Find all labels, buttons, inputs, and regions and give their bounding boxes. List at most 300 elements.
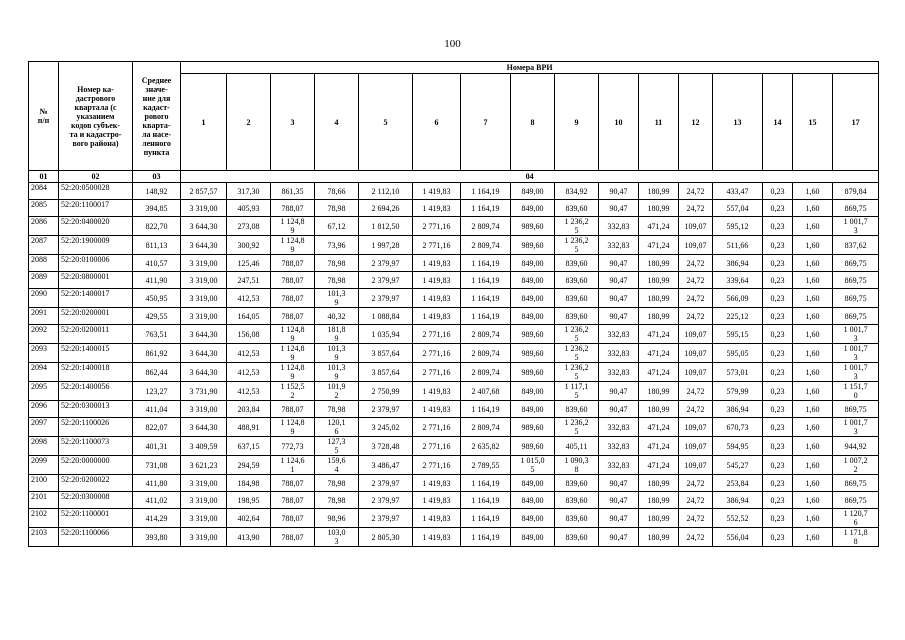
vri-value: 198,95 <box>227 492 271 509</box>
vri-value: 566,09 <box>713 289 763 308</box>
vri-value: 471,24 <box>639 325 679 344</box>
vri-value: 412,53 <box>227 363 271 382</box>
table-row <box>29 509 879 528</box>
vri-value: 90,47 <box>599 401 639 418</box>
vri-value: 184,98 <box>227 475 271 492</box>
vri-value: 849,00 <box>511 528 555 547</box>
table-row <box>29 255 879 272</box>
vri-value: 3 644,30 <box>181 236 227 255</box>
vri-value: 24,72 <box>679 183 713 200</box>
row-number: 2094 <box>29 363 59 382</box>
vri-value: 78,98 <box>315 401 359 418</box>
vri-value: 3 319,00 <box>181 308 227 325</box>
row-number: 2100 <box>29 475 59 492</box>
vri-value: 332,83 <box>599 363 639 382</box>
vri-value: 0,23 <box>763 236 793 255</box>
vri-value: 332,83 <box>599 418 639 437</box>
header-avg-label: Среднее значе- ние для кадаст- рового кварта- ла насе- ленного пункта <box>141 75 172 157</box>
table-row <box>29 418 879 437</box>
vri-value: 1 120,7 6 <box>833 509 879 528</box>
cadastral-number: 52:20:1100066 <box>59 528 133 547</box>
vri-value: 545,27 <box>713 456 763 475</box>
cadastral-number: 52:20:0400020 <box>59 217 133 236</box>
vri-value: 2 809,74 <box>461 418 511 437</box>
table-row <box>29 437 879 456</box>
cadastral-number: 52:20:0000000 <box>59 456 133 475</box>
vri-value: 989,60 <box>511 236 555 255</box>
vri-value: 0,23 <box>763 401 793 418</box>
vri-value: 471,24 <box>639 418 679 437</box>
vri-value: 1,60 <box>793 183 833 200</box>
vri-value: 1,60 <box>793 217 833 236</box>
vri-value: 0,23 <box>763 437 793 456</box>
cadastral-number: 52:20:1900009 <box>59 236 133 255</box>
row-number: 2093 <box>29 344 59 363</box>
vri-value: 225,12 <box>713 308 763 325</box>
table-row <box>29 272 879 289</box>
vri-value: 412,53 <box>227 382 271 401</box>
vri-value: 1 164,19 <box>461 528 511 547</box>
vri-value: 3 319,00 <box>181 509 227 528</box>
table-row <box>29 528 879 547</box>
table-row <box>29 363 879 382</box>
cadastral-number: 52:20:0500028 <box>59 183 133 200</box>
vri-value: 127,3 5 <box>315 437 359 456</box>
vri-value: 101,3 9 <box>315 363 359 382</box>
cadastral-number: 52:20:1100026 <box>59 418 133 437</box>
header-vri-col: 12 <box>679 74 713 171</box>
avg-value: 763,51 <box>133 325 181 344</box>
vri-value: 1 236,2 5 <box>555 217 599 236</box>
vri-value: 181,8 9 <box>315 325 359 344</box>
vri-value: 849,00 <box>511 509 555 528</box>
vri-value: 317,30 <box>227 183 271 200</box>
cadastral-number: 52:20:1100001 <box>59 509 133 528</box>
vri-value: 1 001,7 3 <box>833 325 879 344</box>
avg-value: 394,85 <box>133 200 181 217</box>
vri-value: 180,99 <box>639 509 679 528</box>
vri-value: 90,47 <box>599 475 639 492</box>
vri-value: 869,75 <box>833 401 879 418</box>
vri-value: 839,60 <box>555 200 599 217</box>
vri-value: 839,60 <box>555 255 599 272</box>
avg-value: 862,44 <box>133 363 181 382</box>
vri-value: 159,6 4 <box>315 456 359 475</box>
vri-value: 24,72 <box>679 289 713 308</box>
vri-value: 247,51 <box>227 272 271 289</box>
vri-value: 125,46 <box>227 255 271 272</box>
vri-value: 2 809,74 <box>461 363 511 382</box>
vri-value: 412,53 <box>227 289 271 308</box>
vri-value: 637,15 <box>227 437 271 456</box>
vri-value: 24,72 <box>679 382 713 401</box>
vri-value: 1 419,83 <box>413 308 461 325</box>
vri-table-wrapper <box>28 61 878 547</box>
vri-value: 339,64 <box>713 272 763 289</box>
vri-value: 180,99 <box>639 308 679 325</box>
vri-value: 332,83 <box>599 325 639 344</box>
row-number: 2102 <box>29 509 59 528</box>
vri-value: 471,24 <box>639 217 679 236</box>
vri-value: 24,72 <box>679 308 713 325</box>
vri-value: 0,23 <box>763 272 793 289</box>
cadastral-number: 52:20:0300013 <box>59 401 133 418</box>
vri-value: 837,62 <box>833 236 879 255</box>
header-vri-col: 6 <box>413 74 461 171</box>
row-number: 2097 <box>29 418 59 437</box>
vri-value: 1,60 <box>793 363 833 382</box>
vri-value: 869,75 <box>833 289 879 308</box>
vri-value: 109,07 <box>679 236 713 255</box>
vri-value: 2 771,16 <box>413 363 461 382</box>
vri-value: 0,23 <box>763 200 793 217</box>
vri-value: 3 731,90 <box>181 382 227 401</box>
vri-value: 180,99 <box>639 200 679 217</box>
avg-value: 822,70 <box>133 217 181 236</box>
code-03: 03 <box>133 171 181 183</box>
vri-value: 1 124,8 9 <box>271 217 315 236</box>
header-num <box>29 62 59 171</box>
vri-value: 595,15 <box>713 325 763 344</box>
vri-value: 1 236,2 5 <box>555 344 599 363</box>
vri-value: 989,60 <box>511 363 555 382</box>
vri-value: 0,23 <box>763 344 793 363</box>
vri-value: 0,23 <box>763 418 793 437</box>
vri-value: 839,60 <box>555 272 599 289</box>
vri-value: 24,72 <box>679 200 713 217</box>
header-vri-col: 3 <box>271 74 315 171</box>
avg-value: 148,92 <box>133 183 181 200</box>
vri-value: 78,98 <box>315 200 359 217</box>
vri-value: 834,92 <box>555 183 599 200</box>
vri-value: 1 001,7 3 <box>833 363 879 382</box>
vri-value: 332,83 <box>599 437 639 456</box>
vri-value: 90,47 <box>599 272 639 289</box>
vri-value: 2 771,16 <box>413 325 461 344</box>
vri-value: 90,47 <box>599 183 639 200</box>
vri-value: 180,99 <box>639 475 679 492</box>
vri-value: 0,23 <box>763 492 793 509</box>
vri-value: 989,60 <box>511 437 555 456</box>
vri-value: 294,59 <box>227 456 271 475</box>
vri-value: 0,23 <box>763 308 793 325</box>
vri-value: 405,11 <box>555 437 599 456</box>
vri-value: 1 124,8 9 <box>271 236 315 255</box>
row-number: 2089 <box>29 272 59 289</box>
vri-value: 203,84 <box>227 401 271 418</box>
vri-value: 1 007,2 2 <box>833 456 879 475</box>
row-number: 2098 <box>29 437 59 456</box>
vri-value: 1 419,83 <box>413 401 461 418</box>
vri-value: 2 379,97 <box>359 475 413 492</box>
cadastral-number: 52:20:1100073 <box>59 437 133 456</box>
avg-value: 450,95 <box>133 289 181 308</box>
vri-value: 1,60 <box>793 492 833 509</box>
vri-value: 3 319,00 <box>181 492 227 509</box>
vri-value: 3 486,47 <box>359 456 413 475</box>
vri-value: 78,98 <box>315 475 359 492</box>
vri-value: 2 809,74 <box>461 236 511 255</box>
table-row <box>29 183 879 200</box>
vri-value: 1,60 <box>793 289 833 308</box>
vri-value: 413,90 <box>227 528 271 547</box>
vri-value: 0,23 <box>763 289 793 308</box>
vri-value: 879,84 <box>833 183 879 200</box>
vri-value: 109,07 <box>679 363 713 382</box>
cadastral-number: 52:20:0200011 <box>59 325 133 344</box>
header-vri-title: Номера ВРИ <box>181 62 879 74</box>
header-vri-col: 13 <box>713 74 763 171</box>
vri-value: 1 236,2 5 <box>555 418 599 437</box>
vri-value: 595,12 <box>713 217 763 236</box>
vri-value: 180,99 <box>639 183 679 200</box>
vri-value: 1 419,83 <box>413 200 461 217</box>
vri-value: 788,07 <box>271 272 315 289</box>
vri-value: 3 319,00 <box>181 289 227 308</box>
cadastral-number: 52:20:0100006 <box>59 255 133 272</box>
cadastral-number: 52:20:1100017 <box>59 200 133 217</box>
vri-value: 2 379,97 <box>359 255 413 272</box>
vri-value: 594,95 <box>713 437 763 456</box>
table-row <box>29 200 879 217</box>
header-vri-col: 5 <box>359 74 413 171</box>
vri-value: 471,24 <box>639 437 679 456</box>
vri-value: 1,60 <box>793 418 833 437</box>
vri-value: 0,23 <box>763 255 793 272</box>
vri-value: 788,07 <box>271 200 315 217</box>
vri-value: 861,35 <box>271 183 315 200</box>
cadastral-number: 52:20:0200022 <box>59 475 133 492</box>
row-number: 2099 <box>29 456 59 475</box>
vri-value: 24,72 <box>679 475 713 492</box>
vri-value: 552,52 <box>713 509 763 528</box>
vri-value: 839,60 <box>555 289 599 308</box>
vri-value: 1,60 <box>793 475 833 492</box>
vri-value: 3 644,30 <box>181 344 227 363</box>
vri-value: 1 124,8 9 <box>271 325 315 344</box>
vri-value: 1 117,1 5 <box>555 382 599 401</box>
header-vri-col: 8 <box>511 74 555 171</box>
avg-value: 393,80 <box>133 528 181 547</box>
vri-value: 670,73 <box>713 418 763 437</box>
vri-value: 788,07 <box>271 492 315 509</box>
header-codes-row <box>29 171 879 183</box>
vri-value: 788,07 <box>271 475 315 492</box>
vri-value: 180,99 <box>639 401 679 418</box>
header-vri-col: 2 <box>227 74 271 171</box>
vri-value: 1 164,19 <box>461 183 511 200</box>
vri-value: 101,3 9 <box>315 344 359 363</box>
vri-value: 90,47 <box>599 492 639 509</box>
vri-value: 0,23 <box>763 217 793 236</box>
vri-value: 0,23 <box>763 456 793 475</box>
vri-value: 944,92 <box>833 437 879 456</box>
vri-value: 2 857,57 <box>181 183 227 200</box>
vri-value: 471,24 <box>639 363 679 382</box>
row-number: 2084 <box>29 183 59 200</box>
vri-value: 869,75 <box>833 255 879 272</box>
vri-value: 1 419,83 <box>413 255 461 272</box>
vri-value: 73,96 <box>315 236 359 255</box>
avg-value: 410,57 <box>133 255 181 272</box>
vri-value: 2 809,74 <box>461 325 511 344</box>
avg-value: 811,13 <box>133 236 181 255</box>
table-row <box>29 325 879 344</box>
vri-value: 2 771,16 <box>413 418 461 437</box>
vri-value: 2 771,16 <box>413 344 461 363</box>
vri-value: 1 124,6 1 <box>271 456 315 475</box>
vri-value: 402,64 <box>227 509 271 528</box>
vri-value: 90,47 <box>599 528 639 547</box>
vri-value: 1 164,19 <box>461 509 511 528</box>
table-row <box>29 236 879 255</box>
vri-value: 1,60 <box>793 382 833 401</box>
vri-value: 0,23 <box>763 183 793 200</box>
header-vri-col: 11 <box>639 74 679 171</box>
vri-value: 180,99 <box>639 272 679 289</box>
vri-value: 24,72 <box>679 272 713 289</box>
vri-value: 24,72 <box>679 509 713 528</box>
row-number: 2101 <box>29 492 59 509</box>
vri-value: 109,07 <box>679 325 713 344</box>
vri-value: 849,00 <box>511 183 555 200</box>
vri-value: 849,00 <box>511 308 555 325</box>
avg-value: 822,07 <box>133 418 181 437</box>
vri-value: 98,96 <box>315 509 359 528</box>
vri-value: 332,83 <box>599 456 639 475</box>
vri-value: 3 319,00 <box>181 200 227 217</box>
row-number: 2092 <box>29 325 59 344</box>
vri-value: 1 419,83 <box>413 272 461 289</box>
avg-value: 411,04 <box>133 401 181 418</box>
vri-value: 1 124,8 9 <box>271 418 315 437</box>
vri-value: 2 771,16 <box>413 236 461 255</box>
vri-value: 90,47 <box>599 289 639 308</box>
vri-value: 511,66 <box>713 236 763 255</box>
vri-value: 1 236,2 5 <box>555 363 599 382</box>
cadastral-number: 52:20:0200001 <box>59 308 133 325</box>
vri-value: 24,72 <box>679 492 713 509</box>
vri-value: 332,83 <box>599 344 639 363</box>
vri-value: 2 805,30 <box>359 528 413 547</box>
vri-value: 24,72 <box>679 528 713 547</box>
vri-value: 1 090,3 8 <box>555 456 599 475</box>
vri-value: 869,75 <box>833 200 879 217</box>
vri-value: 1 419,83 <box>413 492 461 509</box>
row-number: 2086 <box>29 217 59 236</box>
avg-value: 414,29 <box>133 509 181 528</box>
row-number: 2085 <box>29 200 59 217</box>
vri-value: 67,12 <box>315 217 359 236</box>
vri-value: 2 379,97 <box>359 401 413 418</box>
vri-value: 109,07 <box>679 456 713 475</box>
vri-value: 3 644,30 <box>181 217 227 236</box>
vri-value: 1,60 <box>793 344 833 363</box>
vri-value: 849,00 <box>511 475 555 492</box>
vri-value: 3 644,30 <box>181 325 227 344</box>
row-number: 2090 <box>29 289 59 308</box>
vri-value: 2 809,74 <box>461 344 511 363</box>
vri-value: 1 152,5 2 <box>271 382 315 401</box>
vri-value: 2 750,99 <box>359 382 413 401</box>
vri-value: 1 001,7 3 <box>833 418 879 437</box>
vri-value: 869,75 <box>833 492 879 509</box>
table-body <box>29 183 879 547</box>
table-row <box>29 475 879 492</box>
vri-value: 989,60 <box>511 418 555 437</box>
vri-value: 849,00 <box>511 272 555 289</box>
vri-value: 788,07 <box>271 528 315 547</box>
vri-value: 300,92 <box>227 236 271 255</box>
vri-value: 433,47 <box>713 183 763 200</box>
vri-value: 78,66 <box>315 183 359 200</box>
vri-value: 471,24 <box>639 456 679 475</box>
vri-value: 0,23 <box>763 363 793 382</box>
vri-value: 849,00 <box>511 255 555 272</box>
vri-value: 1 001,7 3 <box>833 344 879 363</box>
vri-value: 40,32 <box>315 308 359 325</box>
code-01: 01 <box>29 171 59 183</box>
table-row <box>29 217 879 236</box>
vri-value: 1 419,83 <box>413 528 461 547</box>
vri-value: 849,00 <box>511 492 555 509</box>
vri-value: 0,23 <box>763 475 793 492</box>
vri-value: 989,60 <box>511 344 555 363</box>
vri-value: 772,73 <box>271 437 315 456</box>
vri-value: 1,60 <box>793 456 833 475</box>
vri-value: 3 319,00 <box>181 272 227 289</box>
vri-value: 839,60 <box>555 492 599 509</box>
vri-value: 180,99 <box>639 382 679 401</box>
vri-value: 24,72 <box>679 401 713 418</box>
vri-value: 3 319,00 <box>181 255 227 272</box>
vri-value: 78,98 <box>315 492 359 509</box>
vri-value: 3 319,00 <box>181 528 227 547</box>
header-num-label: № п/п <box>37 107 50 125</box>
vri-value: 1 419,83 <box>413 183 461 200</box>
vri-value: 3 319,00 <box>181 401 227 418</box>
vri-value: 1 015,0 5 <box>511 456 555 475</box>
vri-value: 1 151,7 0 <box>833 382 879 401</box>
header-cadastral <box>59 62 133 171</box>
header-vri-col: 15 <box>793 74 833 171</box>
avg-value: 411,80 <box>133 475 181 492</box>
vri-value: 0,23 <box>763 382 793 401</box>
vri-value: 2 789,55 <box>461 456 511 475</box>
vri-value: 1 164,19 <box>461 308 511 325</box>
vri-table <box>28 61 879 547</box>
vri-value: 109,07 <box>679 418 713 437</box>
vri-value: 1 124,8 9 <box>271 344 315 363</box>
header-vri-col: 4 <box>315 74 359 171</box>
header-cadastral-label: Номер ка- дастрового квартала (с указанием кодов субъек- та и кадастро- вого района) <box>69 84 122 148</box>
code-04: 04 <box>181 171 879 183</box>
vri-value: 386,94 <box>713 492 763 509</box>
vri-value: 0,23 <box>763 528 793 547</box>
vri-value: 1 419,83 <box>413 475 461 492</box>
header-vri-col: 7 <box>461 74 511 171</box>
vri-value: 556,04 <box>713 528 763 547</box>
vri-value: 1 164,19 <box>461 289 511 308</box>
vri-value: 2 809,74 <box>461 217 511 236</box>
vri-value: 109,07 <box>679 437 713 456</box>
vri-value: 579,99 <box>713 382 763 401</box>
vri-value: 3 245,02 <box>359 418 413 437</box>
vri-value: 2 694,26 <box>359 200 413 217</box>
vri-value: 90,47 <box>599 509 639 528</box>
code-02: 02 <box>59 171 133 183</box>
vri-value: 1 164,19 <box>461 401 511 418</box>
